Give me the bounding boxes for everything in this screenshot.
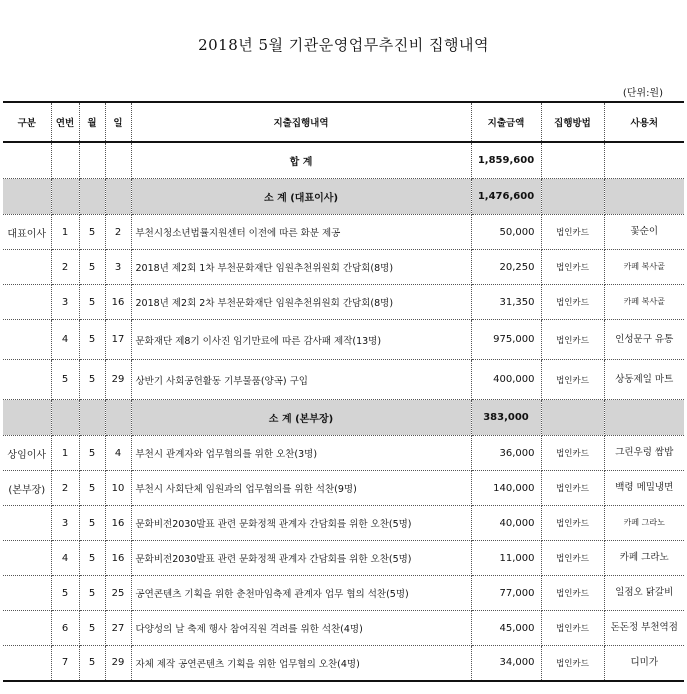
header-user: 사용처 <box>604 102 684 142</box>
amount-cell: 400,000 <box>471 360 541 400</box>
category-cell: (본부장) <box>3 471 51 506</box>
month-cell: 5 <box>79 250 105 285</box>
subtotal-amount: 1,476,600 <box>471 179 541 215</box>
user-cell: 카페 복사골 <box>604 250 684 285</box>
table-row <box>3 611 684 646</box>
table-row <box>3 506 684 541</box>
month-cell: 5 <box>79 646 105 681</box>
method-cell: 법인카드 <box>541 576 604 611</box>
table-row <box>3 471 684 506</box>
total-row <box>3 142 684 179</box>
month-cell: 5 <box>79 360 105 400</box>
description-cell: 공연콘텐츠 기획을 위한 춘천마임축제 관계자 업무 협의 석찬(5명) <box>131 576 471 611</box>
description-cell: 자체 제작 공연콘텐츠 기획을 위한 업무협의 오찬(4명) <box>131 646 471 681</box>
description-cell: 다양성의 날 축제 행사 참여직원 격려를 위한 석찬(4명) <box>131 611 471 646</box>
table-row <box>3 646 684 681</box>
user-cell: 상동제일 마트 <box>604 360 684 400</box>
table-row <box>3 215 684 250</box>
method-cell: 법인카드 <box>541 541 604 576</box>
description-cell: 2018년 제2회 2차 부천문화재단 임원추천위원회 간담회(8명) <box>131 285 471 320</box>
user-cell: 인성문구 유통 <box>604 320 684 360</box>
month-cell: 5 <box>79 611 105 646</box>
user-cell: 돈돈정 부천역점 <box>604 611 684 646</box>
amount-cell: 45,000 <box>471 611 541 646</box>
user-cell: 카페 그라노 <box>604 541 684 576</box>
description-cell: 문화비전2030발표 관련 문화정책 관계자 간담회를 위한 오찬(5명) <box>131 506 471 541</box>
category-cell <box>3 506 51 541</box>
subtotal-amount: 383,000 <box>471 400 541 436</box>
description-cell: 문화비전2030발표 관련 문화정책 관계자 간담회를 위한 오찬(5명) <box>131 541 471 576</box>
day-cell: 16 <box>105 506 131 541</box>
table-row <box>3 360 684 400</box>
month-cell: 5 <box>79 471 105 506</box>
amount-cell: 77,000 <box>471 576 541 611</box>
header-day: 일 <box>105 102 131 142</box>
amount-cell: 34,000 <box>471 646 541 681</box>
category-cell <box>3 646 51 681</box>
description-cell: 부천시 관계자와 업무협의를 위한 오찬(3명) <box>131 436 471 471</box>
unit-label: (단위:원) <box>622 88 663 99</box>
header-method: 집행방법 <box>541 102 604 142</box>
method-cell: 법인카드 <box>541 646 604 681</box>
day-cell: 3 <box>105 250 131 285</box>
category-cell <box>3 320 51 360</box>
category-cell <box>3 576 51 611</box>
amount-cell: 975,000 <box>471 320 541 360</box>
user-cell: 백령 메밀냉면 <box>604 471 684 506</box>
number-cell: 2 <box>51 471 79 506</box>
user-cell: 디미가 <box>604 646 684 681</box>
month-cell: 5 <box>79 506 105 541</box>
amount-cell: 20,250 <box>471 250 541 285</box>
table-row <box>3 320 684 360</box>
month-cell: 5 <box>79 320 105 360</box>
category-cell: 상임이사 <box>3 436 51 471</box>
subtotal-row-ceo <box>3 179 684 215</box>
month-cell: 5 <box>79 576 105 611</box>
method-cell: 법인카드 <box>541 320 604 360</box>
number-cell: 4 <box>51 320 79 360</box>
category-cell <box>3 541 51 576</box>
table-row <box>3 436 684 471</box>
header-category: 구분 <box>3 102 51 142</box>
amount-cell: 11,000 <box>471 541 541 576</box>
day-cell: 29 <box>105 360 131 400</box>
description-cell: 부천시청소년법률지원센터 이전에 따른 화분 제공 <box>131 215 471 250</box>
table-row <box>3 541 684 576</box>
amount-cell: 36,000 <box>471 436 541 471</box>
user-cell: 카페 복사골 <box>604 285 684 320</box>
number-cell: 4 <box>51 541 79 576</box>
method-cell: 법인카드 <box>541 250 604 285</box>
day-cell: 4 <box>105 436 131 471</box>
total-label: 합 계 <box>131 142 471 179</box>
number-cell: 7 <box>51 646 79 681</box>
month-cell: 5 <box>79 541 105 576</box>
method-cell: 법인카드 <box>541 611 604 646</box>
description-cell: 상반기 사회공헌활동 기부물품(양곡) 구입 <box>131 360 471 400</box>
subtotal-label: 소 계 (본부장) <box>131 400 471 436</box>
table-row <box>3 250 684 285</box>
expense-table <box>3 101 684 682</box>
description-cell: 부천시 사회단체 임원과의 업무협의를 위한 석찬(9명) <box>131 471 471 506</box>
category-cell <box>3 611 51 646</box>
user-cell: 꽃순이 <box>604 215 684 250</box>
number-cell: 6 <box>51 611 79 646</box>
number-cell: 1 <box>51 215 79 250</box>
day-cell: 16 <box>105 285 131 320</box>
day-cell: 29 <box>105 646 131 681</box>
category-cell <box>3 360 51 400</box>
month-cell: 5 <box>79 436 105 471</box>
method-cell: 법인카드 <box>541 285 604 320</box>
number-cell: 1 <box>51 436 79 471</box>
month-cell: 5 <box>79 285 105 320</box>
table-row <box>3 576 684 611</box>
header-month: 월 <box>79 102 105 142</box>
method-cell: 법인카드 <box>541 506 604 541</box>
number-cell: 3 <box>51 506 79 541</box>
user-cell: 일점오 닭갈비 <box>604 576 684 611</box>
day-cell: 17 <box>105 320 131 360</box>
total-amount: 1,859,600 <box>471 142 541 179</box>
method-cell: 법인카드 <box>541 360 604 400</box>
category-cell: 대표이사 <box>3 215 51 250</box>
subtotal-label: 소 계 (대표이사) <box>131 179 471 215</box>
amount-cell: 31,350 <box>471 285 541 320</box>
number-cell: 5 <box>51 576 79 611</box>
day-cell: 2 <box>105 215 131 250</box>
method-cell: 법인카드 <box>541 215 604 250</box>
header-description: 지출집행내역 <box>131 102 471 142</box>
day-cell: 16 <box>105 541 131 576</box>
description-cell: 문화재단 제8기 이사진 임기만료에 따른 감사패 제작(13명) <box>131 320 471 360</box>
user-cell: 카페 그라노 <box>604 506 684 541</box>
header-amount: 지출금액 <box>471 102 541 142</box>
day-cell: 27 <box>105 611 131 646</box>
number-cell: 5 <box>51 360 79 400</box>
day-cell: 10 <box>105 471 131 506</box>
table-row <box>3 285 684 320</box>
amount-cell: 140,000 <box>471 471 541 506</box>
amount-cell: 50,000 <box>471 215 541 250</box>
category-cell <box>3 250 51 285</box>
header-row <box>3 102 684 142</box>
method-cell: 법인카드 <box>541 471 604 506</box>
number-cell: 3 <box>51 285 79 320</box>
header-number: 연번 <box>51 102 79 142</box>
day-cell: 25 <box>105 576 131 611</box>
page-title: 2018년 5월 기관운영업무추진비 집행내역 <box>198 36 489 54</box>
method-cell: 법인카드 <box>541 436 604 471</box>
month-cell: 5 <box>79 215 105 250</box>
amount-cell: 40,000 <box>471 506 541 541</box>
description-cell: 2018년 제2회 1차 부천문화재단 임원추천위원회 간담회(8명) <box>131 250 471 285</box>
subtotal-row-director <box>3 400 684 436</box>
category-cell <box>3 285 51 320</box>
user-cell: 그린우렁 쌈밥 <box>604 436 684 471</box>
number-cell: 2 <box>51 250 79 285</box>
